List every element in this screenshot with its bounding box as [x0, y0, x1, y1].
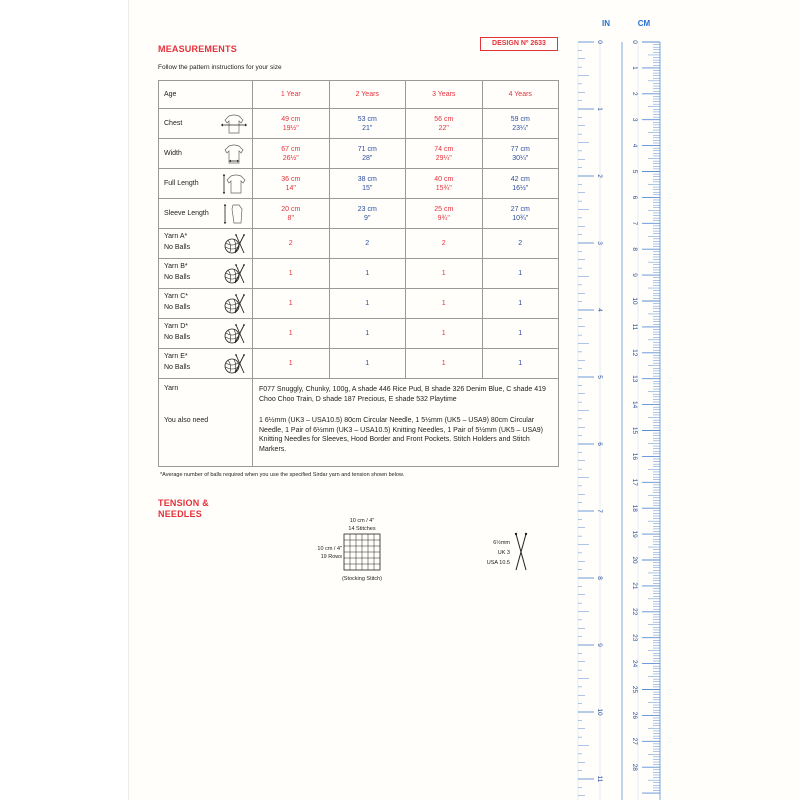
length-in-1: 14": [285, 184, 296, 192]
width-in-2: 28": [362, 154, 373, 162]
yarn-d-2: 1: [329, 319, 406, 349]
ruler-cm-number: 6: [631, 195, 638, 200]
width-in-4: 30¼": [512, 154, 529, 162]
also-need-label: You also need: [164, 417, 209, 424]
ruler-inch-number: 6: [596, 442, 603, 446]
ruler-cm-label: CM: [637, 19, 651, 28]
yarn-d-4: 1: [482, 319, 559, 349]
length-in-3: 15¾": [435, 184, 452, 192]
sleeve-cm-2: 23 cm: [357, 205, 377, 213]
ruler-inch-number: 4: [596, 308, 603, 312]
row-label-width: Width: [164, 150, 182, 157]
row-label-full-length: Full Length: [164, 180, 199, 187]
ruler-inch-number: 8: [596, 576, 603, 580]
ruler-cm-number: 1: [631, 66, 638, 70]
needle-uk-label: UK 3: [497, 550, 510, 556]
swatch-rows-label: 19 Rows: [320, 554, 342, 560]
yarn-b-2: 1: [329, 259, 406, 289]
ruler-cm-number: 21: [631, 582, 638, 590]
ruler-cm-number: 4: [631, 143, 638, 148]
yarn-c-1: 1: [253, 289, 330, 319]
ruler-cm-number: 10: [631, 297, 638, 305]
swatch-height-label: 10 cm / 4": [317, 546, 342, 552]
size-header-1: 1 Year: [253, 81, 330, 109]
ruler-cm-number: 15: [631, 426, 638, 435]
design-number-box: DESIGN Nº 2633: [480, 37, 558, 51]
yarn-c-4: 1: [482, 289, 559, 319]
ruler-cm-number: 3: [631, 117, 638, 122]
ruler-inch-number: 0: [596, 40, 603, 44]
length-cm-2: 38 cm: [357, 175, 377, 183]
size-header-2: 2 Years: [329, 81, 406, 109]
ruler-cm-number: 19: [631, 530, 638, 538]
footnote: *Average number of balls required when you use the specified Sirdar yarn and tension shown below.: [160, 472, 405, 478]
tension-heading: TENSION & NEEDLES: [158, 498, 209, 519]
sleeve-cm-4: 27 cm: [510, 205, 530, 213]
width-in-1: 26½": [282, 154, 299, 162]
width-cm-3: 74 cm: [434, 145, 454, 153]
sleeve-in-1: 8": [287, 214, 294, 222]
chest-in-3: 22": [438, 124, 449, 132]
ruler-cm-number: 9: [631, 273, 638, 277]
yarn-c-balls-label: No Balls: [164, 304, 191, 311]
chest-cm-3: 56 cm: [434, 115, 454, 123]
needle-usa-label: USA 10.5: [486, 560, 510, 566]
ruler-cm-number: 12: [631, 349, 638, 357]
yarn-c-label: Yarn C*: [164, 293, 188, 300]
yarn-d-1: 1: [253, 319, 330, 349]
intro-text: Follow the pattern instructions for your size: [158, 64, 282, 71]
sleeve-in-4: 10¾": [512, 214, 529, 222]
length-cm-1: 36 cm: [281, 175, 301, 183]
yarn-e-1: 1: [253, 349, 330, 379]
ruler-cm-number: 0: [631, 40, 638, 44]
stocking-stitch-label: (Stocking Stitch): [341, 576, 383, 582]
ruler-cm-number: 11: [631, 323, 638, 331]
length-in-2: 15": [362, 184, 373, 192]
ruler-inch-number: 9: [596, 643, 603, 647]
sleeve-in-3: 9¾": [437, 214, 450, 222]
row-label-chest: Chest: [164, 120, 183, 127]
ruler-cm-number: 5: [631, 169, 638, 174]
yarn-label: Yarn: [164, 385, 179, 392]
length-cm-3: 40 cm: [434, 175, 454, 183]
size-header-4: 4 Years: [482, 81, 559, 109]
yarn-e-2: 1: [329, 349, 406, 379]
ruler-inch-number: 5: [596, 375, 603, 379]
yarn-b-label: Yarn B*: [164, 263, 188, 270]
sleeve-cm-1: 20 cm: [281, 205, 301, 213]
yarn-text: F077 Snuggly, Chunky, 100g, A shade 446 Rice Pud, B shade 326 Denim Blue, C shade 419 Choo Choo Train, D shade 187 Precious, E shade 532 Playtime: [259, 386, 546, 403]
ruler-cm-number: 27: [631, 737, 638, 745]
yarn-d-balls-label: No Balls: [164, 334, 191, 341]
ruler-cm-number: 23: [631, 634, 638, 642]
length-cm-4: 42 cm: [510, 175, 530, 183]
yarn-a-balls-label: No Balls: [164, 244, 191, 251]
age-label: Age: [159, 81, 253, 109]
measurements-heading: MEASUREMENTS: [158, 44, 237, 54]
chest-cm-2: 53 cm: [357, 115, 377, 123]
yarn-b-4: 1: [482, 259, 559, 289]
width-cm-2: 71 cm: [357, 145, 377, 153]
yarn-e-3: 1: [406, 349, 483, 379]
length-in-4: 16½": [512, 184, 529, 192]
chest-in-1: 19½": [282, 124, 299, 132]
ruler-inch-number: 11: [596, 775, 603, 783]
yarn-b-balls-label: No Balls: [164, 274, 191, 281]
ruler-cm-number: 8: [631, 247, 638, 252]
yarn-e-balls-label: No Balls: [164, 364, 191, 371]
ruler-cm-number: 2: [631, 91, 638, 96]
sleeve-cm-3: 25 cm: [434, 205, 454, 213]
ruler-cm-number: 7: [631, 221, 638, 226]
width-cm-4: 77 cm: [510, 145, 530, 153]
sleeve-in-2: 9": [364, 214, 371, 222]
ruler-inch-number: 10: [596, 708, 603, 716]
ruler-inch-number: 7: [596, 509, 603, 513]
chest-in-4: 23¼": [512, 124, 529, 132]
ruler-cm-number: 20: [631, 556, 638, 564]
ruler-inch-number: 3: [596, 241, 603, 245]
ruler-tick-marks: [578, 42, 660, 800]
ruler-cm-number: 24: [631, 659, 638, 668]
ruler-inch-number: 2: [596, 174, 603, 178]
yarn-a-2: 2: [329, 229, 406, 259]
ruler-cm-number: 28: [631, 763, 638, 771]
chest-cm-4: 59 cm: [510, 115, 530, 123]
row-label-sleeve-length: Sleeve Length: [164, 210, 209, 217]
also-need-text: 1 6½mm (UK3 – USA10.5) 80cm Circular Needle, 1 5½mm (UK5 – USA9) 80cm Circular Needle, 1 Pair of 6½mm (UK3 – USA10.5) Knitting Needles, 1 Pair of 5½mm (UK5 – USA9) Knitting Needles for Sleeves, Hood Border and Front Pockets. Stitch Holders and Stitch Markers.: [259, 417, 544, 453]
yarn-a-label: Yarn A*: [164, 233, 188, 240]
chest-cm-1: 49 cm: [281, 115, 301, 123]
ruler-inch-number: 1: [596, 107, 603, 111]
yarn-e-label: Yarn E*: [164, 353, 188, 360]
yarn-c-2: 1: [329, 289, 406, 319]
ruler-cm-number: 22: [631, 608, 638, 616]
ruler-cm-number: 26: [631, 711, 638, 720]
swatch-stitches-label: 14 Stitches: [348, 526, 376, 532]
width-cm-1: 67 cm: [281, 145, 301, 153]
ruler-cm-number: 25: [631, 685, 638, 694]
yarn-d-3: 1: [406, 319, 483, 349]
yarn-d-label: Yarn D*: [164, 323, 188, 330]
yarn-a-1: 2: [253, 229, 330, 259]
yarn-a-4: 2: [482, 229, 559, 259]
yarn-c-3: 1: [406, 289, 483, 319]
needle-mm-label: 6½mm: [493, 540, 510, 546]
ruler-cm-number: 14: [631, 400, 638, 409]
ruler-cm-number: 16: [631, 452, 638, 461]
swatch-width-label: 10 cm / 4": [349, 518, 375, 524]
chest-in-2: 21": [362, 124, 373, 132]
width-in-3: 29¼": [435, 154, 452, 162]
ruler-in-label: IN: [602, 19, 610, 28]
ruler-cm-number: 18: [631, 504, 638, 512]
ruler-cm-number: 17: [631, 478, 638, 486]
yarn-a-3: 2: [406, 229, 483, 259]
size-header-3: 3 Years: [406, 81, 483, 109]
yarn-b-3: 1: [406, 259, 483, 289]
ruler-cm-number: 13: [631, 375, 638, 383]
yarn-b-1: 1: [253, 259, 330, 289]
yarn-e-4: 1: [482, 349, 559, 379]
